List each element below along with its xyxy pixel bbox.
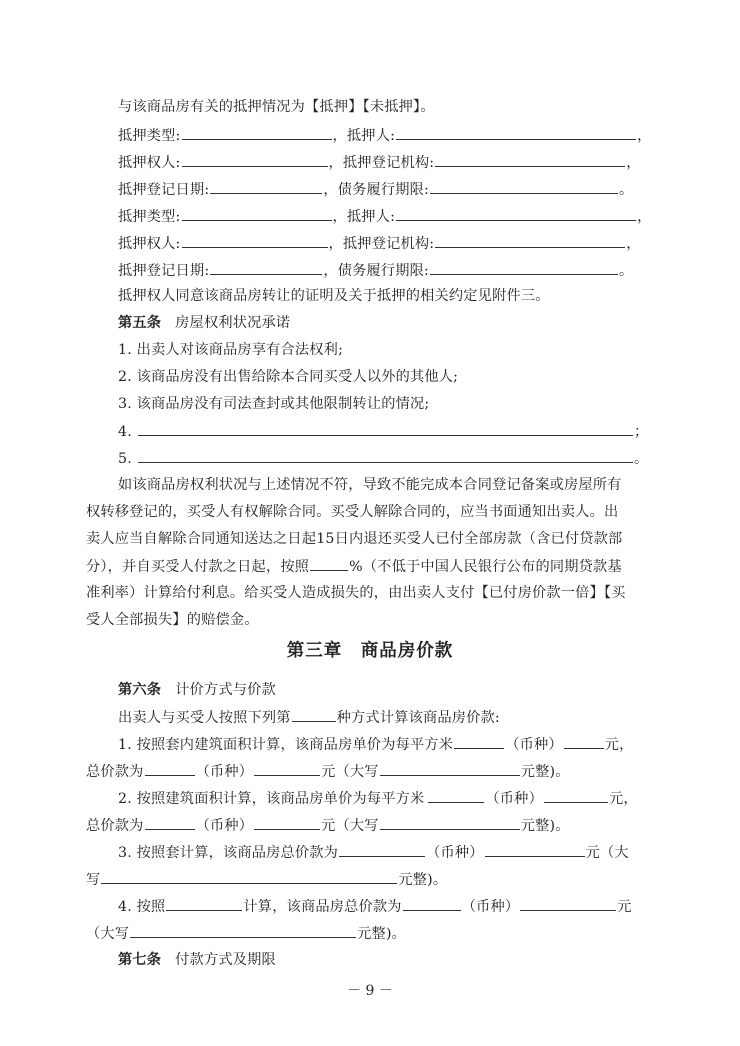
blank-field[interactable] [544, 788, 608, 803]
blank-field[interactable] [435, 152, 625, 167]
blank-field[interactable] [254, 761, 320, 776]
article5-para-line-4: 分），并自买受人付款之日起，按照 %（不低于中国人民银行公布的同期贷款基 [86, 556, 622, 577]
blank-field[interactable] [145, 815, 195, 830]
article5-item-4: 4. ； [118, 421, 648, 442]
mortgage-row-2: 抵押权人: ，抵押登记机构: ， [118, 152, 641, 173]
blank-field[interactable] [485, 842, 585, 857]
blank-field[interactable] [430, 179, 618, 194]
mortgage-intro: 与该商品房有关的抵押情况为【抵押】【未抵押】。 [118, 99, 435, 115]
article6-intro: 出卖人与买受人按照下列第 种方式计算该商品房价款: [118, 707, 500, 728]
blank-field[interactable] [396, 206, 636, 221]
blank-field[interactable] [254, 815, 320, 830]
blank-field[interactable] [182, 206, 332, 221]
blank-field[interactable] [138, 421, 633, 436]
blank-field[interactable] [145, 761, 195, 776]
blank-field[interactable] [430, 260, 618, 275]
method-2-line-2: 总价款为 （币种） 元（大写 元整)。 [86, 815, 570, 836]
blank-field[interactable] [435, 233, 625, 248]
blank-field[interactable] [292, 707, 336, 722]
blank-field[interactable] [182, 152, 328, 167]
article5-para-line-2: 权转移登记的，买受人有权解除合同。买受人解除合同的，应当书面通知出卖人。出 [86, 504, 619, 520]
article5-item-5: 5. 。 [118, 448, 648, 469]
method-4-line-1: 4. 按照 计算，该商品房总价款为 （币种） 元 [118, 896, 632, 917]
article5-item-3: 3. 该商品房没有司法查封或其他限制转让的情况; [118, 396, 430, 412]
article5-para-line-1: 如该商品房权利状况与上述情况不符，导致不能完成本合同登记备案或房屋所有 [118, 477, 622, 493]
page-number: － 9 － [347, 983, 393, 999]
blank-field[interactable] [454, 734, 504, 749]
method-1-line-1: 1. 按照套内建筑面积计算，该商品房单价为每平方米 （币种） 元， [118, 734, 634, 755]
blank-field[interactable] [403, 896, 461, 911]
blank-field[interactable] [380, 815, 520, 830]
mortgage-row-1: 抵押类型: ，抵押人: ， [118, 125, 651, 146]
mortgage-row-5: 抵押权人: ，抵押登记机构: ， [118, 233, 641, 254]
blank-field[interactable] [210, 260, 322, 275]
article5-para-line-3: 卖人应当自解除合同通知送达之日起15日内退还买受人已付全部房款（含已付贷款部 [86, 531, 623, 547]
article5-item-1: 1. 出卖人对该商品房享有合法权利; [118, 342, 344, 358]
method-3-line-1: 3. 按照套计算，该商品房总价款为 （币种） 元（大 [118, 842, 629, 863]
blank-field[interactable] [138, 448, 633, 463]
blank-field[interactable] [339, 842, 425, 857]
article5-item-2: 2. 该商品房没有出售给除本合同买受人以外的其他人; [118, 369, 459, 385]
article6-heading: 第六条 计价方式与价款 [118, 682, 276, 698]
blank-field[interactable] [520, 896, 616, 911]
blank-field[interactable] [210, 179, 322, 194]
blank-field[interactable] [166, 896, 242, 911]
blank-field[interactable] [396, 125, 636, 140]
mortgage-consent: 抵押权人同意该商品房转让的证明及关于抵押的相关约定见附件三。 [118, 288, 550, 304]
mortgage-row-4: 抵押类型: ，抵押人: ， [118, 206, 651, 227]
blank-field[interactable] [428, 788, 484, 803]
chapter-title: 第三章 商品房价款 [286, 641, 454, 661]
method-4-line-2: （大写 元整)。 [86, 923, 406, 944]
mortgage-row-6: 抵押登记日期: ，债务履行期限: 。 [118, 260, 633, 281]
blank-field[interactable] [130, 923, 356, 938]
blank-field[interactable] [182, 125, 332, 140]
article5-para-line-6: 受人全部损失】的赔偿金。 [86, 612, 259, 628]
blank-field[interactable] [380, 761, 520, 776]
method-1-line-2: 总价款为 （币种） 元（大写 元整)。 [86, 761, 570, 782]
blank-field[interactable] [310, 556, 348, 571]
article5-heading: 第五条 房屋权利状况承诺 [118, 315, 291, 331]
blank-field[interactable] [182, 233, 328, 248]
blank-field[interactable] [564, 734, 604, 749]
mortgage-row-3: 抵押登记日期: ，债务履行期限: 。 [118, 179, 633, 200]
method-2-line-1: 2. 按照建筑面积计算，该商品房单价为每平方米 （币种） 元， [118, 788, 638, 809]
blank-field[interactable] [101, 869, 397, 884]
article7-heading: 第七条 付款方式及期限 [118, 952, 276, 968]
article5-para-line-5: 准利率）计算给付利息。给买受人造成损失的，由出卖人支付【已付房价款一倍】【买 [86, 585, 626, 601]
method-3-line-2: 写 元整)。 [86, 869, 447, 890]
